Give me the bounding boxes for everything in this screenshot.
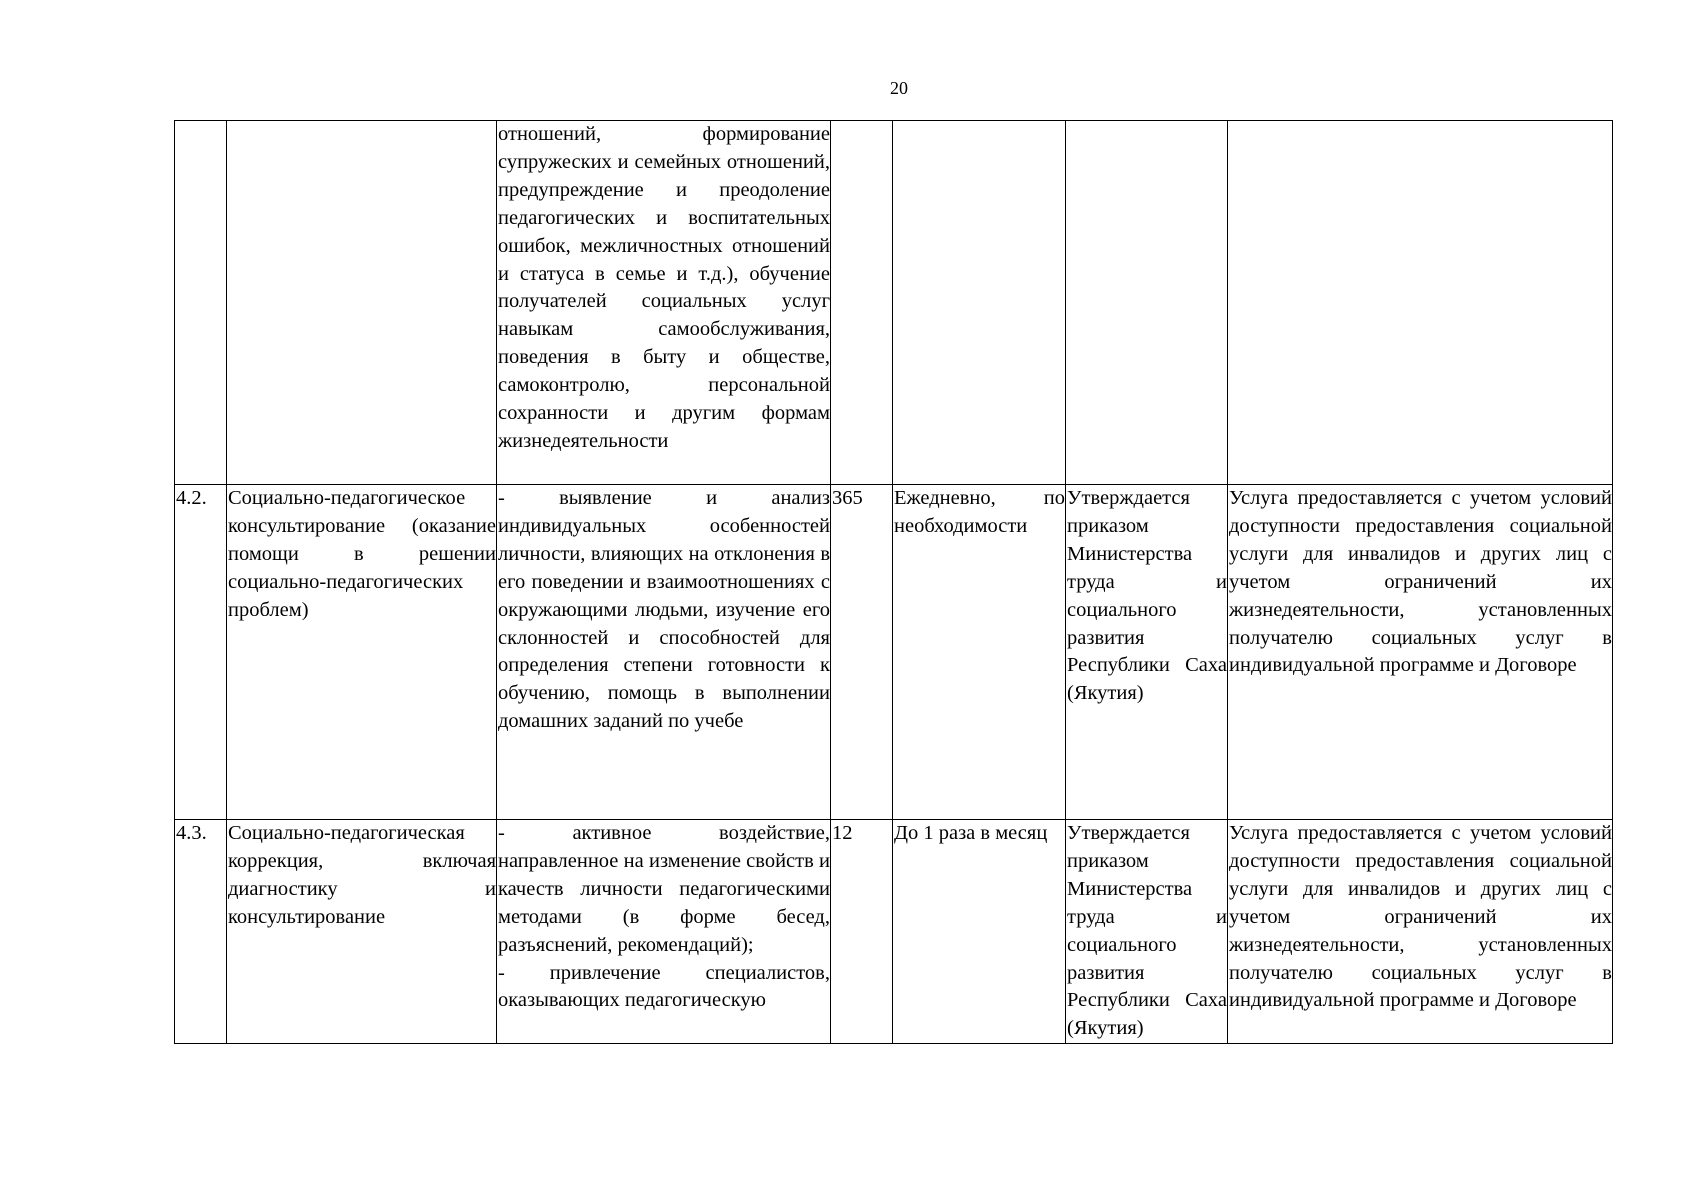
approval-cell: Утверждается приказом Министерства труда и социального развития Республики Саха (Якутия) bbox=[1066, 485, 1228, 820]
frequency-cell bbox=[893, 121, 1066, 485]
quantity-cell bbox=[831, 121, 893, 485]
conditions-cell bbox=[1228, 121, 1613, 485]
quantity-cell: 365 bbox=[831, 485, 893, 820]
row-number-cell: 4.3. bbox=[175, 820, 227, 1044]
frequency-cell: Ежедневно, по необходимости bbox=[893, 485, 1066, 820]
approval-cell: Утверждается приказом Министерства труда и социального развития Республики Саха (Якутия) bbox=[1066, 820, 1228, 1044]
frequency-cell: До 1 раза в месяц bbox=[893, 820, 1066, 1044]
table-row bbox=[175, 820, 1613, 1044]
conditions-cell: Услуга предоставляется с учетом условий доступности предоставления социальной услуги для инвалидов и других лиц с учетом ограничений их жизнедеятельности, установленных получателю социальных услуг в индивидуальной программе и Договоре bbox=[1228, 820, 1613, 1044]
service-name-cell: Социально-педагогическая коррекция, включая диагностику и консультирование bbox=[227, 820, 497, 1044]
description-item: - активное воздействие, направленное на изменение свойств и качеств личности педагогическими методами (в форме бесед, разъяснений, рекомендаций); bbox=[498, 822, 830, 956]
approval-cell bbox=[1066, 121, 1228, 485]
services-table bbox=[174, 120, 1613, 1044]
service-description-cell: - выявление и анализ индивидуальных особенностей личности, влияющих на отклонения в его поведении и взаимоотношениях с окружающими людьми, изучение его склонностей и способностей для определения степени готовности к обучению, помощь в выполнении домашних заданий по учебе bbox=[497, 485, 831, 820]
service-name-cell bbox=[227, 121, 497, 485]
page-number: 20 bbox=[890, 78, 908, 98]
table-row bbox=[175, 485, 1613, 820]
service-description-cell: отношений, формирование супружеских и семейных отношений, предупреждение и преодоление педагогических и воспитательных ошибок, межличностных отношений и статуса в семье и т.д.), обучение получателей социальных услуг навыкам самообслуживания, поведения в быту и обществе, самоконтролю, персональной сохранности и другим формам жизнедеятельности bbox=[497, 121, 831, 485]
conditions-cell: Услуга предоставляется с учетом условий доступности предоставления социальной услуги для инвалидов и других лиц с учетом ограничений их жизнедеятельности, установленных получателю социальных услуг в индивидуальной программе и Договоре bbox=[1228, 485, 1613, 820]
quantity-cell: 12 bbox=[831, 820, 893, 1044]
row-number-cell: 4.2. bbox=[175, 485, 227, 820]
service-description-cell bbox=[497, 820, 831, 1044]
service-name-cell: Социально-педагогическое консультирование (оказание помощи в решении социально-педагогических проблем) bbox=[227, 485, 497, 820]
table-row bbox=[175, 121, 1613, 485]
row-number-cell bbox=[175, 121, 227, 485]
description-item: - привлечение специалистов, оказывающих педагогическую bbox=[498, 961, 830, 1012]
